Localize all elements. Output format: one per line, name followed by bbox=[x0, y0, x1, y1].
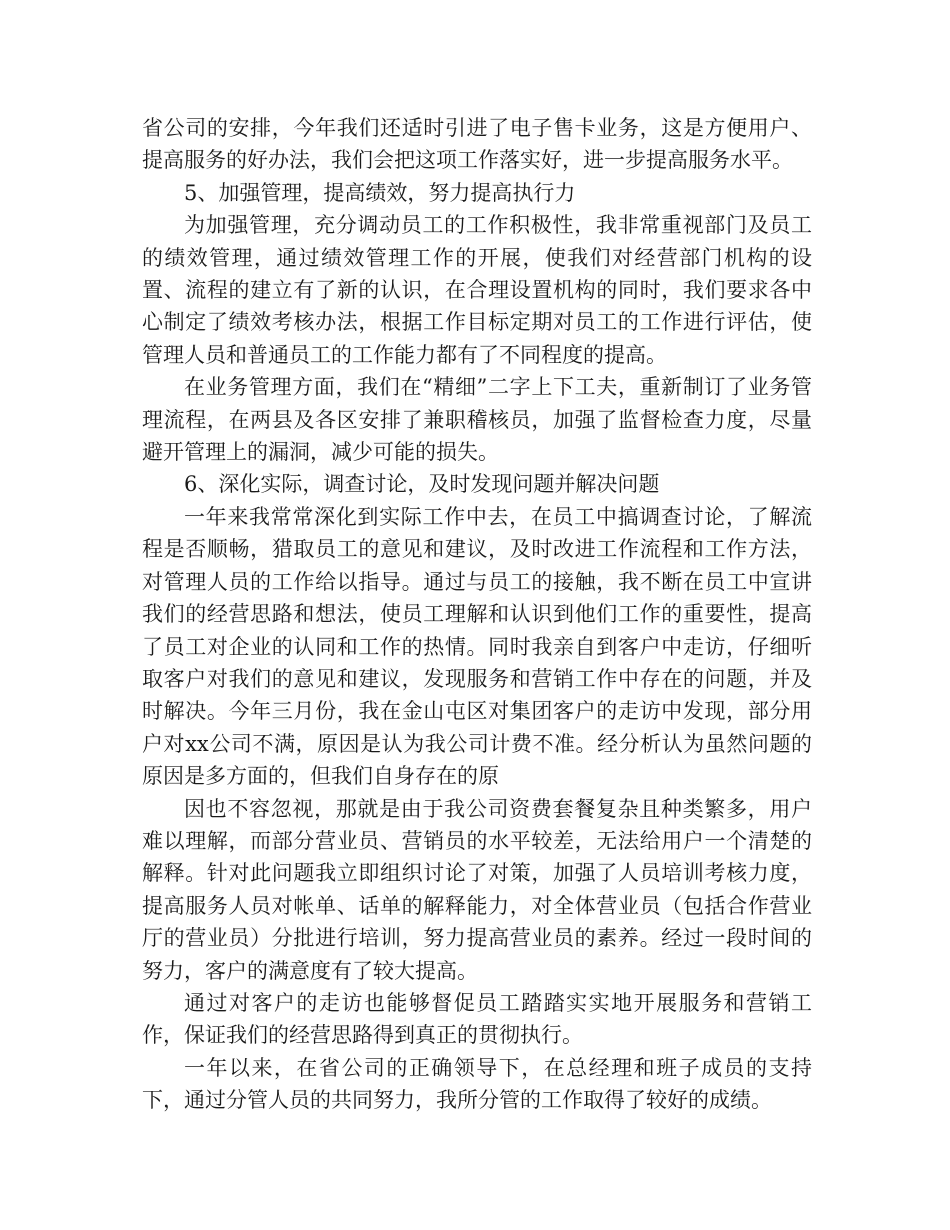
document-page bbox=[142, 112, 812, 1117]
paragraph-billing-issue: 因也不容忽视，那就是由于我公司资费套餐复杂且种类繁多，用户难以理解，而部分营业员、营销员的水平较差，无法给用户一个清楚的解释。针对此问题我立即组织讨论了对策，加强了人员培训考核力度，提高服务人员对帐单、话单的解释能力，对全体营业员（包括合作营业厅的营业员）分批进行培训，努力提高营业员的素养。经过一段时间的努力，客户的满意度有了较大提高。 bbox=[142, 796, 812, 983]
section-heading-6: 6、深化实际，调查讨论，及时发现问题并解决问题 bbox=[184, 472, 660, 497]
paragraph-performance-management: 为加强管理，充分调动员工的工作积极性，我非常重视部门及员工的绩效管理，通过绩效管理工作的开展，使我们对经营部门机构的设置、流程的建立有了新的认识，在合理设置机构的同时，我们要求各中心制定了绩效考核办法，根据工作目标定期对员工的工作进行评估，使管理人员和普通员工的工作能力都有了不同程度的提高。 bbox=[142, 213, 812, 367]
paragraph-continuation: 省公司的安排，今年我们还适时引进了电子售卡业务，这是方便用户、提高服务的好办法，我们会把这项工作落实好，进一步提高服务水平。 bbox=[142, 116, 812, 173]
paragraph-conclusion: 一年以来，在省公司的正确领导下，在总经理和班子成员的支持下，通过分管人员的共同努力，我所分管的工作取得了较好的成绩。 bbox=[142, 1055, 812, 1113]
paragraph-customer-visits: 通过对客户的走访也能够督促员工踏踏实实地开展服务和营销工作，保证我们的经营思路得到真正的贯彻执行。 bbox=[142, 990, 812, 1048]
section-heading-5: 5、加强管理，提高绩效，努力提高执行力 bbox=[184, 180, 576, 205]
paragraph-business-management: 在业务管理方面，我们在“精细”二字上下工夫，重新制订了业务管理流程，在两县及各区安排了兼职稽核员，加强了监督检查力度，尽量避开管理上的漏洞，减少可能的损失。 bbox=[142, 375, 812, 465]
paragraph-field-research: 一年来我常常深化到实际工作中去，在员工中搞调查讨论，了解流程是否顺畅，猎取员工的意见和建议，及时改进工作流程和工作方法，对管理人员的工作给以指导。通过与员工的接触，我不断在员工中宣讲我们的经营思路和想法，使员工理解和认识到他们工作的重要性，提高了员工对企业的认同和工作的热情。同时我亲自到客户中走访，仔细听取客户对我们的意见和建议，发现服务和营销工作中存在的问题，并及时解决。今年三月份，我在金山屯区对集团客户的走访中发现，部分用户对xx公司不满，原因是认为我公司计费不准。经分析认为虽然问题的原因是多方面的，但我们自身存在的原 bbox=[142, 504, 812, 789]
